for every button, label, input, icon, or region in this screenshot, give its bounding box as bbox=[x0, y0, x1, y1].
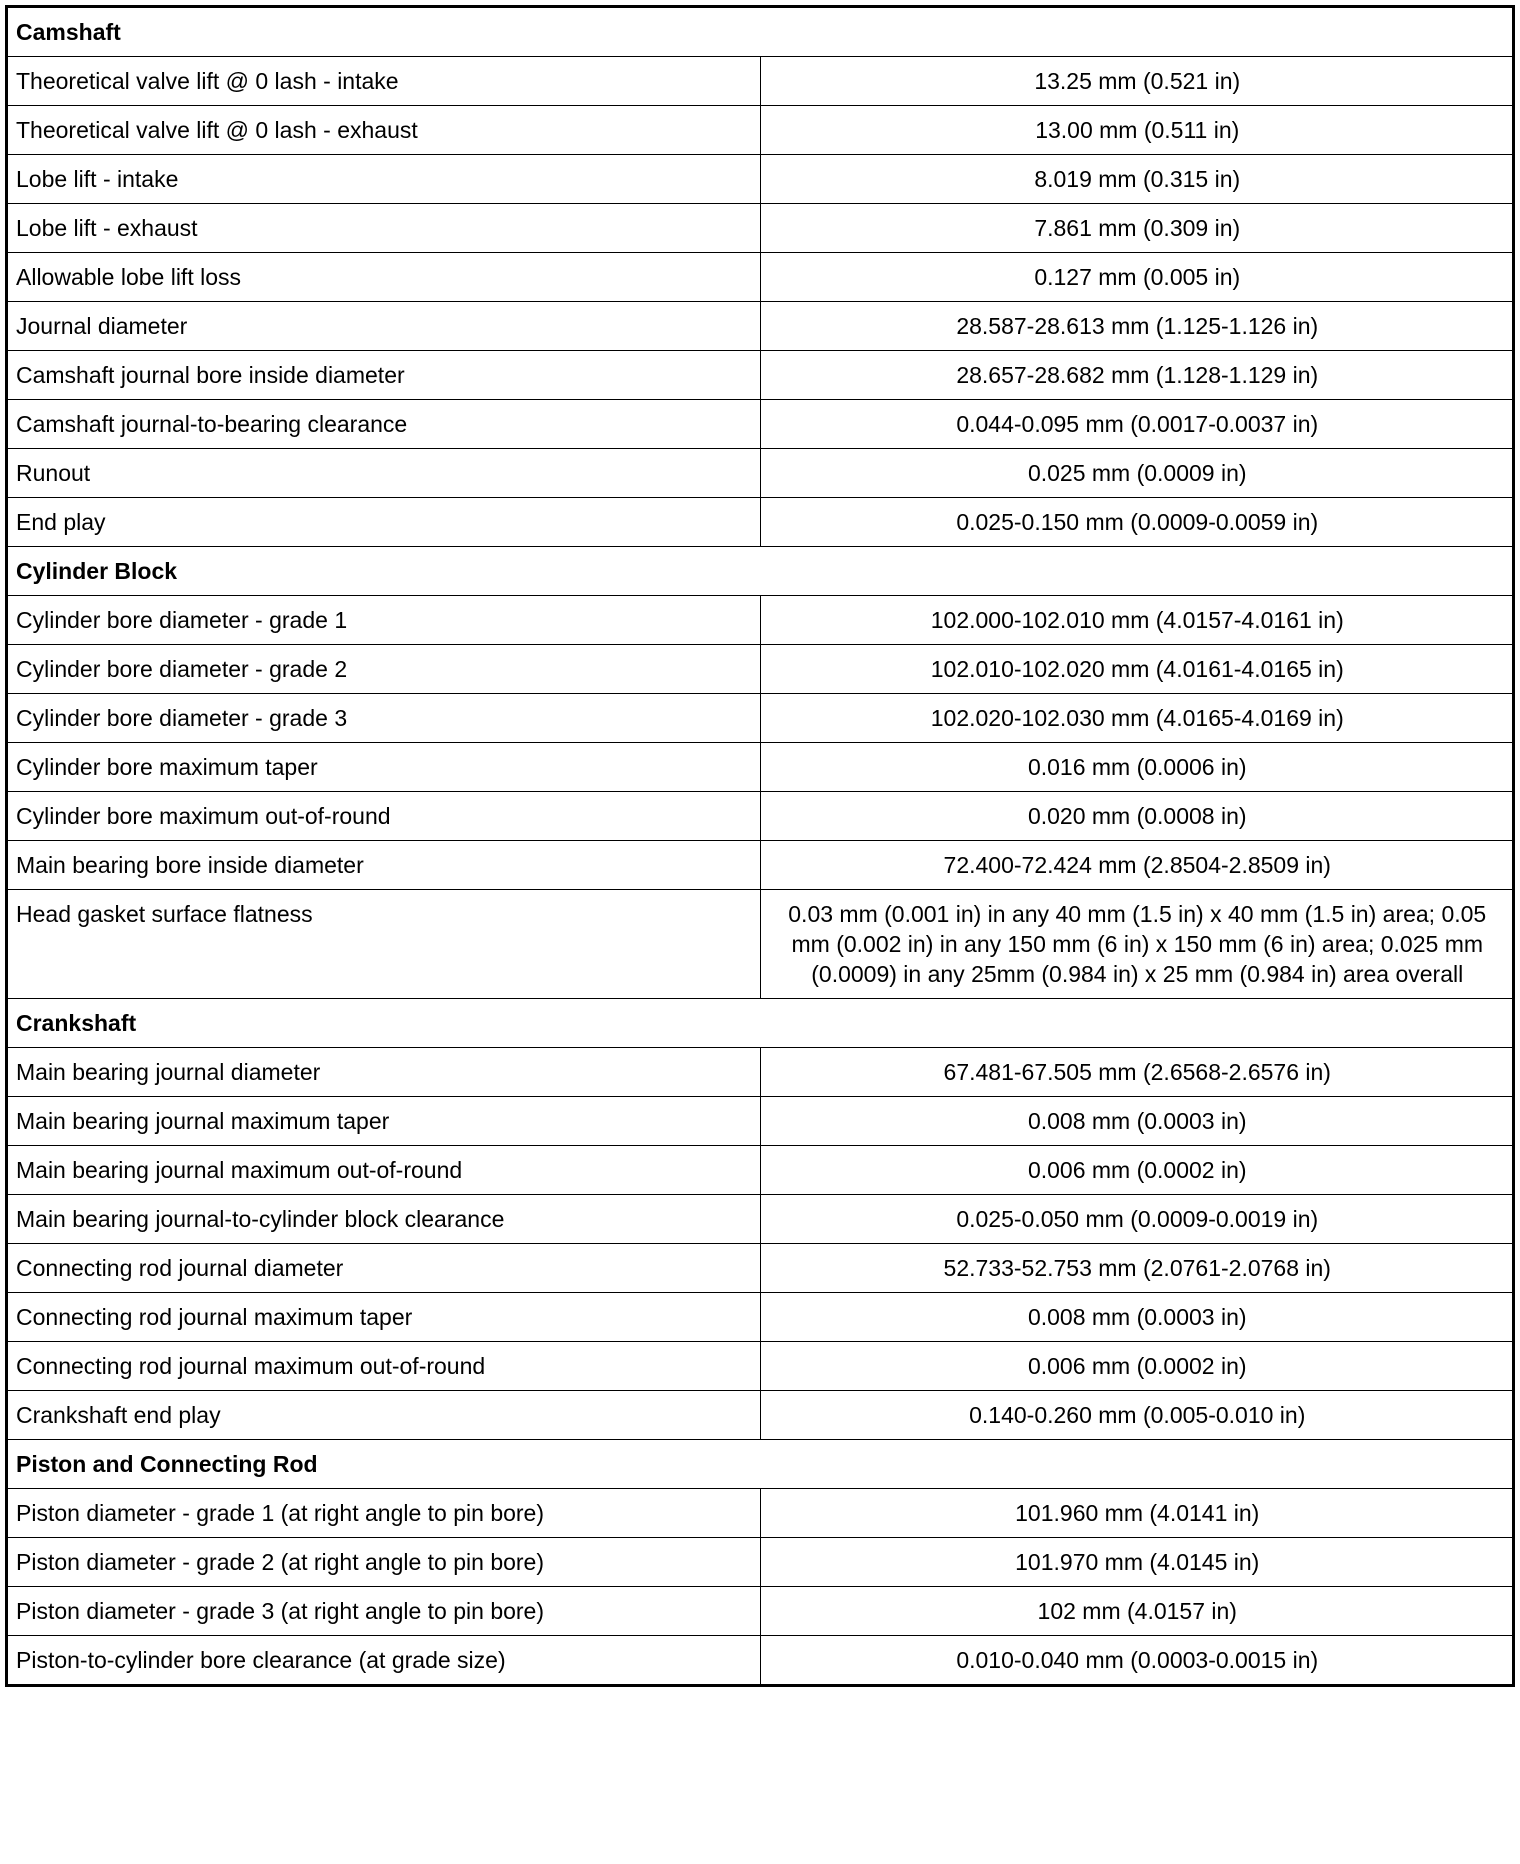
spec-parameter: Allowable lobe lift loss bbox=[7, 253, 761, 302]
spec-row bbox=[7, 1391, 1514, 1440]
spec-value: 13.00 mm (0.511 in) bbox=[760, 106, 1514, 155]
spec-value: 0.006 mm (0.0002 in) bbox=[760, 1146, 1514, 1195]
spec-row bbox=[7, 694, 1514, 743]
spec-parameter: Piston diameter - grade 2 (at right angle to pin bore) bbox=[7, 1538, 761, 1587]
spec-row bbox=[7, 1342, 1514, 1391]
section-title: Piston and Connecting Rod bbox=[7, 1440, 1514, 1489]
spec-row bbox=[7, 645, 1514, 694]
spec-value: 72.400-72.424 mm (2.8504-2.8509 in) bbox=[760, 841, 1514, 890]
spec-row bbox=[7, 302, 1514, 351]
spec-row bbox=[7, 449, 1514, 498]
spec-row bbox=[7, 1195, 1514, 1244]
spec-row bbox=[7, 1146, 1514, 1195]
spec-row bbox=[7, 1636, 1514, 1686]
spec-parameter: Head gasket surface flatness bbox=[7, 890, 761, 999]
spec-parameter: Theoretical valve lift @ 0 lash - intake bbox=[7, 57, 761, 106]
spec-value: 102.020-102.030 mm (4.0165-4.0169 in) bbox=[760, 694, 1514, 743]
spec-row bbox=[7, 596, 1514, 645]
spec-parameter: Piston-to-cylinder bore clearance (at grade size) bbox=[7, 1636, 761, 1686]
spec-parameter: Main bearing journal maximum out-of-round bbox=[7, 1146, 761, 1195]
spec-value: 28.657-28.682 mm (1.128-1.129 in) bbox=[760, 351, 1514, 400]
spec-parameter: Lobe lift - exhaust bbox=[7, 204, 761, 253]
spec-value: 7.861 mm (0.309 in) bbox=[760, 204, 1514, 253]
spec-row bbox=[7, 204, 1514, 253]
spec-value: 0.006 mm (0.0002 in) bbox=[760, 1342, 1514, 1391]
spec-parameter: Crankshaft end play bbox=[7, 1391, 761, 1440]
spec-value: 8.019 mm (0.315 in) bbox=[760, 155, 1514, 204]
spec-parameter: Main bearing journal diameter bbox=[7, 1048, 761, 1097]
spec-value: 28.587-28.613 mm (1.125-1.126 in) bbox=[760, 302, 1514, 351]
spec-parameter: Piston diameter - grade 3 (at right angle to pin bore) bbox=[7, 1587, 761, 1636]
spec-parameter: Main bearing journal maximum taper bbox=[7, 1097, 761, 1146]
spec-row bbox=[7, 1097, 1514, 1146]
spec-row bbox=[7, 1244, 1514, 1293]
spec-parameter: Cylinder bore diameter - grade 3 bbox=[7, 694, 761, 743]
spec-row bbox=[7, 792, 1514, 841]
spec-parameter: Main bearing journal-to-cylinder block clearance bbox=[7, 1195, 761, 1244]
section-title: Crankshaft bbox=[7, 999, 1514, 1048]
spec-row bbox=[7, 841, 1514, 890]
spec-value: 0.008 mm (0.0003 in) bbox=[760, 1097, 1514, 1146]
spec-row bbox=[7, 1587, 1514, 1636]
spec-parameter: Runout bbox=[7, 449, 761, 498]
spec-row bbox=[7, 253, 1514, 302]
spec-parameter: Camshaft journal-to-bearing clearance bbox=[7, 400, 761, 449]
spec-parameter: Journal diameter bbox=[7, 302, 761, 351]
specification-table-body bbox=[7, 7, 1514, 1686]
section-header-row bbox=[7, 1440, 1514, 1489]
spec-value: 0.025-0.050 mm (0.0009-0.0019 in) bbox=[760, 1195, 1514, 1244]
spec-row bbox=[7, 155, 1514, 204]
spec-parameter: End play bbox=[7, 498, 761, 547]
section-header-row bbox=[7, 999, 1514, 1048]
spec-row bbox=[7, 498, 1514, 547]
spec-row bbox=[7, 106, 1514, 155]
spec-parameter: Cylinder bore maximum taper bbox=[7, 743, 761, 792]
spec-parameter: Theoretical valve lift @ 0 lash - exhaust bbox=[7, 106, 761, 155]
spec-parameter: Connecting rod journal maximum taper bbox=[7, 1293, 761, 1342]
spec-value: 102.000-102.010 mm (4.0157-4.0161 in) bbox=[760, 596, 1514, 645]
spec-parameter: Cylinder bore diameter - grade 2 bbox=[7, 645, 761, 694]
spec-parameter: Camshaft journal bore inside diameter bbox=[7, 351, 761, 400]
spec-parameter: Connecting rod journal diameter bbox=[7, 1244, 761, 1293]
spec-value: 0.140-0.260 mm (0.005-0.010 in) bbox=[760, 1391, 1514, 1440]
section-header-row bbox=[7, 7, 1514, 57]
spec-parameter: Main bearing bore inside diameter bbox=[7, 841, 761, 890]
spec-row bbox=[7, 57, 1514, 106]
spec-row bbox=[7, 1048, 1514, 1097]
spec-value: 101.970 mm (4.0145 in) bbox=[760, 1538, 1514, 1587]
spec-value: 0.020 mm (0.0008 in) bbox=[760, 792, 1514, 841]
spec-row bbox=[7, 743, 1514, 792]
spec-value: 67.481-67.505 mm (2.6568-2.6576 in) bbox=[760, 1048, 1514, 1097]
section-header-row bbox=[7, 547, 1514, 596]
section-title: Cylinder Block bbox=[7, 547, 1514, 596]
spec-row bbox=[7, 351, 1514, 400]
spec-row bbox=[7, 1293, 1514, 1342]
spec-value: 0.044-0.095 mm (0.0017-0.0037 in) bbox=[760, 400, 1514, 449]
spec-row bbox=[7, 1538, 1514, 1587]
spec-parameter: Cylinder bore diameter - grade 1 bbox=[7, 596, 761, 645]
section-title: Camshaft bbox=[7, 7, 1514, 57]
spec-value: 13.25 mm (0.521 in) bbox=[760, 57, 1514, 106]
spec-value: 0.127 mm (0.005 in) bbox=[760, 253, 1514, 302]
spec-value: 0.025-0.150 mm (0.0009-0.0059 in) bbox=[760, 498, 1514, 547]
spec-value: 0.025 mm (0.0009 in) bbox=[760, 449, 1514, 498]
spec-parameter: Piston diameter - grade 1 (at right angle to pin bore) bbox=[7, 1489, 761, 1538]
spec-value: 102 mm (4.0157 in) bbox=[760, 1587, 1514, 1636]
spec-parameter: Lobe lift - intake bbox=[7, 155, 761, 204]
spec-value: 52.733-52.753 mm (2.0761-2.0768 in) bbox=[760, 1244, 1514, 1293]
spec-value: 0.016 mm (0.0006 in) bbox=[760, 743, 1514, 792]
spec-row bbox=[7, 890, 1514, 999]
spec-parameter: Cylinder bore maximum out-of-round bbox=[7, 792, 761, 841]
spec-value: 101.960 mm (4.0141 in) bbox=[760, 1489, 1514, 1538]
spec-value: 102.010-102.020 mm (4.0161-4.0165 in) bbox=[760, 645, 1514, 694]
spec-value: 0.010-0.040 mm (0.0003-0.0015 in) bbox=[760, 1636, 1514, 1686]
spec-parameter: Connecting rod journal maximum out-of-round bbox=[7, 1342, 761, 1391]
spec-value: 0.008 mm (0.0003 in) bbox=[760, 1293, 1514, 1342]
specification-table bbox=[5, 5, 1515, 1687]
spec-row bbox=[7, 400, 1514, 449]
spec-row bbox=[7, 1489, 1514, 1538]
spec-value: 0.03 mm (0.001 in) in any 40 mm (1.5 in) x 40 mm (1.5 in) area; 0.05 mm (0.002 in) in any 150 mm (6 in) x 150 mm (6 in) area; 0.025 mm (0.0009) in any 25mm (0.984 in) x 25 mm (0.984 in) area overall bbox=[760, 890, 1514, 999]
